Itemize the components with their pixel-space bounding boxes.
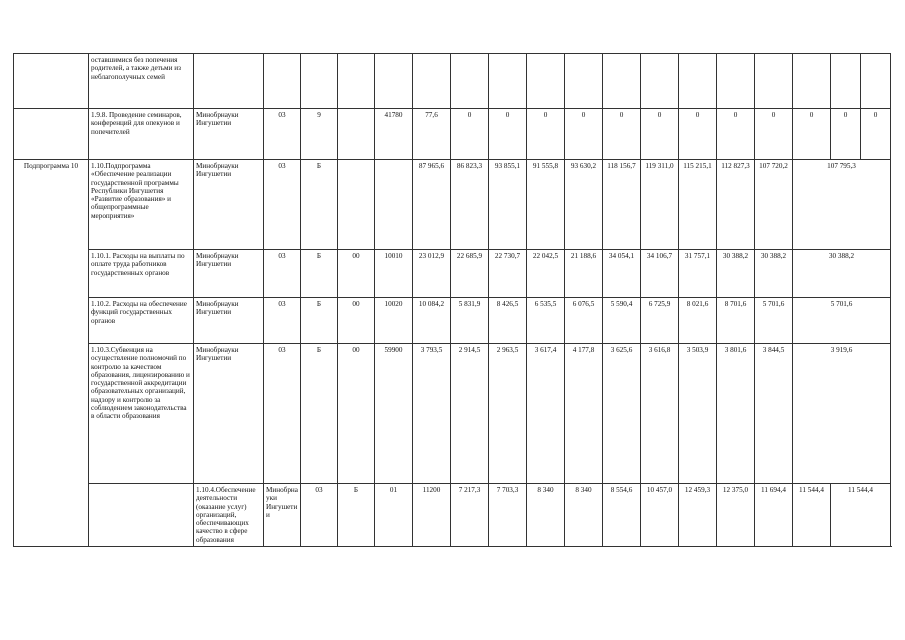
- row-value: [489, 54, 527, 109]
- program-cell: [14, 109, 89, 160]
- row-value: 0: [831, 109, 861, 160]
- row-value: 8 701,6: [717, 298, 755, 344]
- program-cell: [89, 484, 194, 547]
- row-value: 87 965,6: [413, 160, 451, 250]
- row-value: 107 795,3: [793, 160, 891, 250]
- row-value: 112 827,3: [717, 160, 755, 250]
- row-value: 77,6: [413, 109, 451, 160]
- row-value: 5 831,9: [451, 298, 489, 344]
- row-value: [831, 54, 861, 109]
- row-value: 0: [793, 109, 831, 160]
- row-value: 86 823,3: [451, 160, 489, 250]
- row-value: 8 340: [527, 484, 565, 547]
- row-main: [338, 109, 375, 160]
- row-value: 6 725,9: [641, 298, 679, 344]
- row-executor: Минобрнауки Ингушетии: [194, 160, 264, 250]
- row-value: 34 054,1: [603, 250, 641, 298]
- row-value: 7 217,3: [451, 484, 489, 547]
- row-value: 0: [755, 109, 793, 160]
- table-row: [14, 250, 891, 298]
- row-value: 3 616,8: [641, 344, 679, 484]
- row-grbs: 03: [264, 298, 301, 344]
- row-value: 5 701,6: [755, 298, 793, 344]
- row-dir: 41780: [375, 109, 413, 160]
- row-value: 91 555,8: [527, 160, 565, 250]
- table-row: [14, 109, 891, 160]
- row-sub: Б: [338, 484, 375, 547]
- row-value: 119 311,0: [641, 160, 679, 250]
- row-value: 21 188,6: [565, 250, 603, 298]
- row-value: 10 084,2: [413, 298, 451, 344]
- row-value: 0: [489, 109, 527, 160]
- row-grbs: 03: [264, 109, 301, 160]
- program-cell: [14, 54, 89, 109]
- row-value: 10 457,0: [641, 484, 679, 547]
- row-main: 00: [338, 298, 375, 344]
- row-value: 3 919,6: [793, 344, 891, 484]
- row-value: 4 177,8: [565, 344, 603, 484]
- row-sub: Б: [301, 298, 338, 344]
- row-value: 93 855,1: [489, 160, 527, 250]
- table-row: [14, 298, 891, 344]
- row-value: 118 156,7: [603, 160, 641, 250]
- row-value: 0: [861, 109, 891, 160]
- row-value: [527, 54, 565, 109]
- row-value: 0: [717, 109, 755, 160]
- row-grbs: 03: [264, 250, 301, 298]
- table-row: [14, 344, 891, 484]
- program-label: Подпрограмма 10: [14, 160, 89, 547]
- row-executor: Минобрнауки Ингушетии: [194, 344, 264, 484]
- row-value: 23 012,9: [413, 250, 451, 298]
- row-value: 11 694,4: [755, 484, 793, 547]
- row-dir: 11200: [413, 484, 451, 547]
- row-value: 6 535,5: [527, 298, 565, 344]
- row-name: 1.9.8. Проведение семинаров, конференций для опекунов и попечителей: [89, 109, 194, 160]
- row-name: 1.10.Подпрограмма «Обеспечение реализации государственной программы Республики Ингушетия «Развитие образования» и общепрограммные мероприятия»: [89, 160, 194, 250]
- row-name: оставшимися без попечения родителей, а также детьми из неблагополучных семей: [89, 54, 194, 109]
- row-name: 1.10.3.Субвенция на осуществление полномочий по контролю за качеством образования, лицензированию и государственной аккредитации образовательных организаций, надзору и контролю за соблюдением законодательства в области образования: [89, 344, 194, 484]
- table-body: [14, 54, 891, 547]
- row-main: [338, 160, 375, 250]
- row-value: 3 793,5: [413, 344, 451, 484]
- row-value: 0: [565, 109, 603, 160]
- row-dir: [375, 54, 413, 109]
- row-value: 5 590,4: [603, 298, 641, 344]
- row-value: [603, 54, 641, 109]
- row-value: 11 544,4: [831, 484, 891, 547]
- table-row: [14, 160, 891, 250]
- row-value: 115 215,1: [679, 160, 717, 250]
- row-value: 11 544,4: [793, 484, 831, 547]
- row-value: 5 701,6: [793, 298, 891, 344]
- row-sub: [301, 54, 338, 109]
- row-main: [338, 54, 375, 109]
- row-dir: [375, 160, 413, 250]
- row-grbs: 03: [264, 160, 301, 250]
- row-value: 3 617,4: [527, 344, 565, 484]
- row-value: [793, 54, 831, 109]
- row-sub: Б: [301, 344, 338, 484]
- row-value: 30 388,2: [755, 250, 793, 298]
- row-value: 12 459,3: [679, 484, 717, 547]
- row-value: 6 076,5: [565, 298, 603, 344]
- row-value: [717, 54, 755, 109]
- row-value: 0: [679, 109, 717, 160]
- budget-table: [13, 53, 891, 547]
- row-value: 0: [603, 109, 641, 160]
- table-row: [14, 484, 891, 547]
- row-value: 107 720,2: [755, 160, 793, 250]
- row-value: 3 503,9: [679, 344, 717, 484]
- row-value: 31 757,1: [679, 250, 717, 298]
- row-value: [413, 54, 451, 109]
- row-value: 0: [451, 109, 489, 160]
- row-value: 8 426,5: [489, 298, 527, 344]
- row-executor: [194, 54, 264, 109]
- row-value: [641, 54, 679, 109]
- row-executor: Минобрнауки Ингушетии: [194, 298, 264, 344]
- row-main: 00: [338, 344, 375, 484]
- row-grbs: [264, 54, 301, 109]
- row-value: 2 914,5: [451, 344, 489, 484]
- row-value: [679, 54, 717, 109]
- row-value: 30 388,2: [793, 250, 891, 298]
- row-executor: Минобрнауки Ингушетии: [264, 484, 301, 547]
- row-main: 01: [375, 484, 413, 547]
- row-value: [451, 54, 489, 109]
- table-row: [14, 54, 891, 109]
- row-sub: Б: [301, 250, 338, 298]
- row-dir: 59900: [375, 344, 413, 484]
- row-value: [755, 54, 793, 109]
- row-name: 1.10.1. Расходы на выплаты по оплате труда работников государственных органов: [89, 250, 194, 298]
- row-executor: Минобрнауки Ингушетии: [194, 109, 264, 160]
- row-executor: Минобрнауки Ингушетии: [194, 250, 264, 298]
- row-value: 12 375,0: [717, 484, 755, 547]
- row-value: 8 021,6: [679, 298, 717, 344]
- row-value: [565, 54, 603, 109]
- row-value: 30 388,2: [717, 250, 755, 298]
- row-sub: Б: [301, 160, 338, 250]
- row-value: [861, 54, 891, 109]
- row-dir: 10020: [375, 298, 413, 344]
- row-value: 3 844,5: [755, 344, 793, 484]
- row-value: 2 963,5: [489, 344, 527, 484]
- row-name: 1.10.2. Расходы на обеспечение функций государственных органов: [89, 298, 194, 344]
- row-value: 0: [527, 109, 565, 160]
- row-value: 8 340: [565, 484, 603, 547]
- row-name: 1.10.4.Обеспечение деятельности (оказание услуг) организаций, обеспечивающих качество в сфере образования: [194, 484, 264, 547]
- row-value: 34 106,7: [641, 250, 679, 298]
- row-value: 7 703,3: [489, 484, 527, 547]
- row-dir: 10010: [375, 250, 413, 298]
- row-value: 22 730,7: [489, 250, 527, 298]
- row-value: 3 801,6: [717, 344, 755, 484]
- row-sub: 9: [301, 109, 338, 160]
- row-value: 22 042,5: [527, 250, 565, 298]
- row-value: 22 685,9: [451, 250, 489, 298]
- row-main: 00: [338, 250, 375, 298]
- row-value: 8 554,6: [603, 484, 641, 547]
- row-value: 93 630,2: [565, 160, 603, 250]
- row-grbs: 03: [264, 344, 301, 484]
- row-value: 3 625,6: [603, 344, 641, 484]
- row-grbs: 03: [301, 484, 338, 547]
- row-value: 0: [641, 109, 679, 160]
